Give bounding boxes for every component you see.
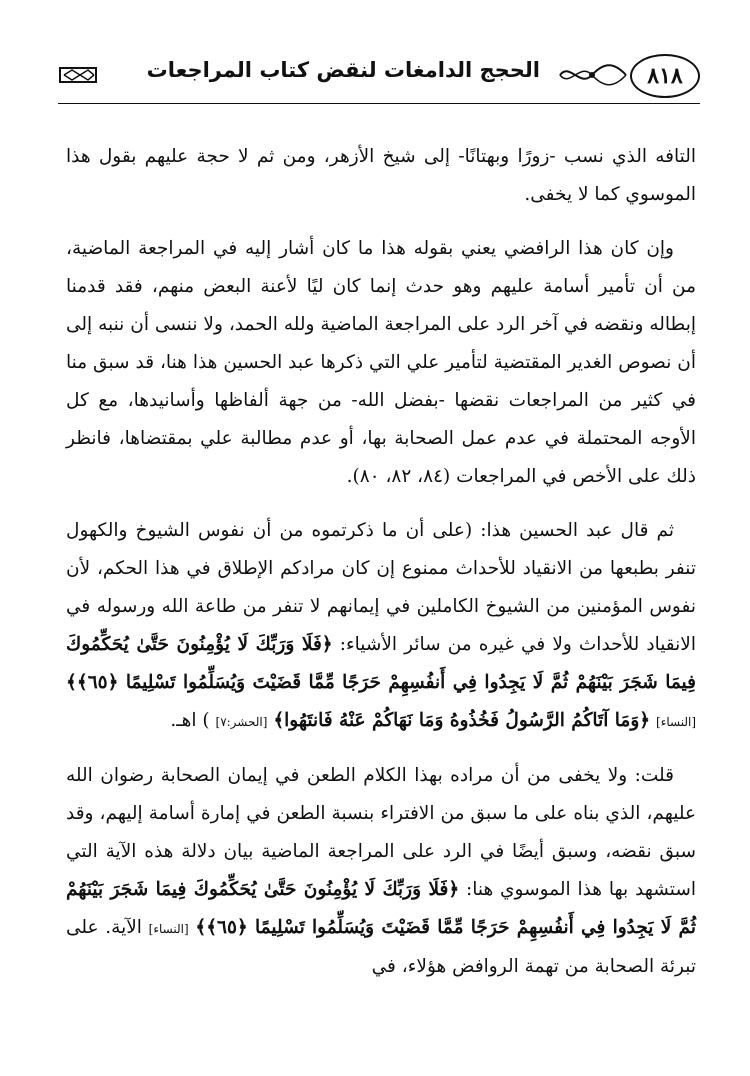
quran-verse: ﴿وَمَا آتَاكُمُ الرَّسُولُ فَخُذُوهُ وَمَا نَهَاكُمْ عَنْهُ فَانتَهُوا﴾ xyxy=(273,710,651,731)
running-title: الحجج الدامغات لنقض كتاب المراجعات xyxy=(146,58,540,82)
paragraph xyxy=(66,757,696,986)
paragraph-text: ثم قال عبد الحسين هذا: (على أن ما ذكرتموه من أن نفوس الشيوخ والكهول تنفر بطبعها من الانقياد للأحداث ممنوع إن كان مرادكم الإطلاق في هذا الحكم، لأن نفوس المؤمنين من الشيوخ الكاملين في إيمانهم لا تنفر من طاعة الله ورسوله في الانقياد للأحداث ولا في غيره من سائر الأشياء: xyxy=(66,520,696,655)
page-body xyxy=(66,138,696,1002)
verse-reference: [الحشر:٧] xyxy=(215,715,268,729)
paragraph xyxy=(66,512,696,741)
verse-reference: [النساء] xyxy=(148,922,189,936)
page-number: ٨١٨ xyxy=(630,54,700,98)
paragraph: وإن كان هذا الرافضي يعني بقوله هذا ما كان أشار إليه في المراجعة الماضية، من أن تأمير أسامة عليهم وهو حدث إنما كان ليًا لأعنة البعض منهم، فقد قدمنا إبطاله ونقضه في آخر الرد على المراجعة الماضية ولله الحمد، ولا ننسى أن ننبه إلى أن نصوص الغدير المقتضية لتأمير علي التي ذكرها عبد الحسين هذا هنا، قد سبق منا في كثير من المراجعات نقضها -بفضل الله- من جهة ألفاظها وأسانيدها، مع كل الأوجه المحتملة في عدم عمل الصحابة بها، أو عدم مطالبة علي بمقتضاها، فانظر ذلك على الأخص في المراجعات (٨٤، ٨٢، ٨٠). xyxy=(66,238,696,487)
ornament-icon xyxy=(558,60,628,90)
paragraph-text: قلت: ولا يخفى من أن مراده بهذا الكلام الطعن في إيمان الصحابة رضوان الله عليهم، الذي بناه على ما سبق من الافتراء بنسبة الطعن في إمارة أسامة إليهم، وقد سبق نقضه، وسبق أيضًا في الرد على المراجعة الماضية بيان دلالة هذه الآية التي استشهد بها هذا الموسوي هنا: xyxy=(66,765,697,900)
paragraph: التافه الذي نسب -زورًا وبهتانًا- إلى شيخ الأزهر، ومن ثم لا حجة عليهم بقول هذا الموسوي كما لا يخفى. xyxy=(66,146,696,205)
verse-reference: [النساء] xyxy=(656,715,696,729)
page-header xyxy=(58,50,700,102)
ornament-icon xyxy=(58,64,98,86)
quote-end: ) اهـ. xyxy=(170,710,210,731)
quran-verse: ﴿فَلَا وَرَبِّكَ لَا يُؤْمِنُونَ حَتَّىٰ يُحَكِّمُوكَ فِيمَا شَجَرَ بَيْنَهُمْ ثُمَّ لَا يَجِدُوا فِي أَنفُسِهِمْ حَرَجًا مِّمَّا قَضَيْتَ وَيُسَلِّمُوا تَسْلِيمًا ﴿٦٥﴾﴾ xyxy=(66,879,696,938)
paragraph-text: الآية. على تبرئة الصحابة من تهمة الروافض هؤلاء، في xyxy=(66,917,696,977)
quran-verse: ﴿فَلَا وَرَبِّكَ لَا يُؤْمِنُونَ حَتَّىٰ يُحَكِّمُوكَ فِيمَا شَجَرَ بَيْنَهُمْ ثُمَّ لَا يَجِدُوا فِي أَنفُسِهِمْ حَرَجًا مِّمَّا قَضَيْتَ وَيُسَلِّمُوا تَسْلِيمًا ﴿٦٥﴾﴾ xyxy=(66,634,696,693)
header-rule xyxy=(58,103,700,104)
